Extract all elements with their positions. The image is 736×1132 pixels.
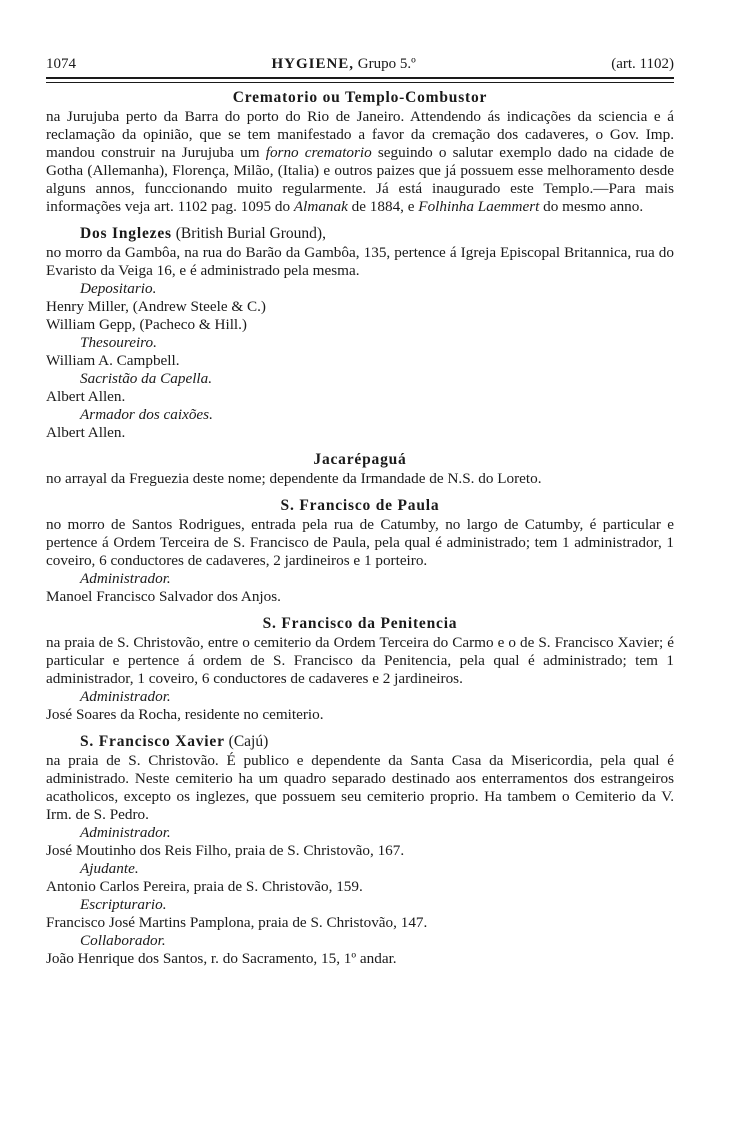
section-title-jacarepagua: Jacarépaguá	[313, 451, 407, 468]
person-name: José Moutinho dos Reis Filho, praia de S. Christovão, 167.	[46, 842, 405, 859]
role-label: Sacristão da Capella.	[80, 370, 213, 387]
text-run: na Jurujuba perto da Barra do porto do Rio de Janeiro. Attendendo ás indicações da sciencia e á reclamação da opinião, que se tem manifestado a favor da cremação dos cadaveres, o Gov. Imp. mandou construir na Jurujuba um	[46, 108, 674, 161]
person-name: Albert Allen.	[46, 388, 126, 405]
emphasis: Folhinha Laemmert	[418, 198, 540, 215]
section-title-sao-francisco-paula: S. Francisco de Paula	[280, 497, 440, 514]
page	[46, 56, 674, 968]
person-name: João Henrique dos Santos, r. do Sacramento, 15, 1º andar.	[46, 950, 397, 967]
section-text-crematorio	[46, 108, 674, 216]
section-title-suffix: (Cajú)	[224, 733, 269, 750]
section-text-inglezes: no morro da Gambôa, na rua do Barão da Gambôa, 135, pertence á Igreja Episcopal Britannica, rua do Evaristo da Veiga 16, e é administrado pela mesma.	[46, 244, 674, 279]
section-title-crematorio: Crematorio ou Templo-Combustor	[232, 89, 488, 106]
person-name: José Soares da Rocha, residente no cemiterio.	[46, 706, 324, 723]
section-title-sao-francisco-penitencia: S. Francisco da Penitencia	[262, 615, 458, 632]
person-name: Antonio Carlos Pereira, praia de S. Christovão, 159.	[46, 878, 363, 895]
page-number: 1074	[46, 56, 76, 72]
running-title-group: Grupo 5.º	[357, 56, 416, 72]
role-label: Collaborador.	[80, 932, 166, 949]
person-name: William Gepp, (Pacheco & Hill.)	[46, 316, 247, 333]
role-label: Armador dos caixões.	[80, 406, 213, 423]
text-run: seguindo o salutar exemplo dado na cidade de Gotha (Allemanha), Florença, Milão, (Italia) e outros paizes que já possuem esse melhoramento desde alguns annos, funccionando muito regularmente. Já está inaugurado este Templo.—Para mais informações veja art. 1102 pag. 1095 do	[46, 144, 674, 215]
header-rule	[46, 82, 674, 83]
role-label: Administrador.	[80, 688, 171, 705]
page-body	[46, 89, 674, 968]
person-name: William A. Campbell.	[46, 352, 180, 369]
emphasis: Almanak	[293, 198, 348, 215]
section-text-sao-francisco-xavier: na praia de S. Christovão. É publico e dependente da Santa Casa da Misericordia, pela qual é administrado. Neste cemiterio ha um quadro separado destinado aos enterramentos dos estrangeiros acatholicos, excepto os inglezes, que possuem seu cemiterio proprio. Ha tambem o Cemiterio da V. Irm. de S. Pedro.	[46, 752, 674, 823]
section-text-jacarepagua: no arrayal da Freguezia deste nome; dependente da Irmandade de N.S. do Loreto.	[46, 470, 542, 487]
role-label: Depositario.	[80, 280, 157, 297]
person-name: Albert Allen.	[46, 424, 126, 441]
role-label: Escripturario.	[80, 896, 167, 913]
text-run: do mesmo anno.	[539, 198, 644, 215]
page-header	[46, 56, 674, 79]
role-label: Administrador.	[80, 824, 171, 841]
section-title-inglezes	[46, 225, 674, 243]
role-label: Administrador.	[80, 570, 171, 587]
person-name: Francisco José Martins Pamplona, praia de S. Christovão, 147.	[46, 914, 428, 931]
section-text-sao-francisco-penitencia: na praia de S. Christovão, entre o cemiterio da Ordem Terceira do Carmo e o de S. Francisco Xavier; é particular e pertence á ordem de S. Francisco da Penitencia, pela qual é administrado; tem 1 administrador, 1 coveiro, 6 conductores de cadaveres e 2 jardineiros.	[46, 634, 674, 687]
section-title-suffix: (British Burial Ground),	[171, 225, 326, 242]
role-label: Thesoureiro.	[80, 334, 157, 351]
text-run: de 1884, e	[347, 198, 419, 215]
section-title-sao-francisco-xavier	[46, 733, 674, 751]
running-title-main: HYGIENE,	[271, 56, 355, 72]
person-name: Manoel Francisco Salvador dos Anjos.	[46, 588, 281, 605]
section-title-main: Dos Inglezes	[80, 225, 172, 242]
person-name: Henry Miller, (Andrew Steele & C.)	[46, 298, 266, 315]
article-ref: (art. 1102)	[611, 56, 674, 72]
role-label: Ajudante.	[80, 860, 139, 877]
running-title	[271, 56, 415, 73]
emphasis: forno crematorio	[265, 144, 372, 161]
section-text-sao-francisco-paula: no morro de Santos Rodrigues, entrada pela rua de Catumby, no largo de Catumby, é particular e pertence á Ordem Terceira de S. Francisco de Paula, pela qual é administrado; tem 1 administrador, 1 coveiro, 6 conductores de cadaveres, 2 jardineiros e 1 porteiro.	[46, 516, 674, 569]
section-title-main: S. Francisco Xavier	[80, 733, 225, 750]
